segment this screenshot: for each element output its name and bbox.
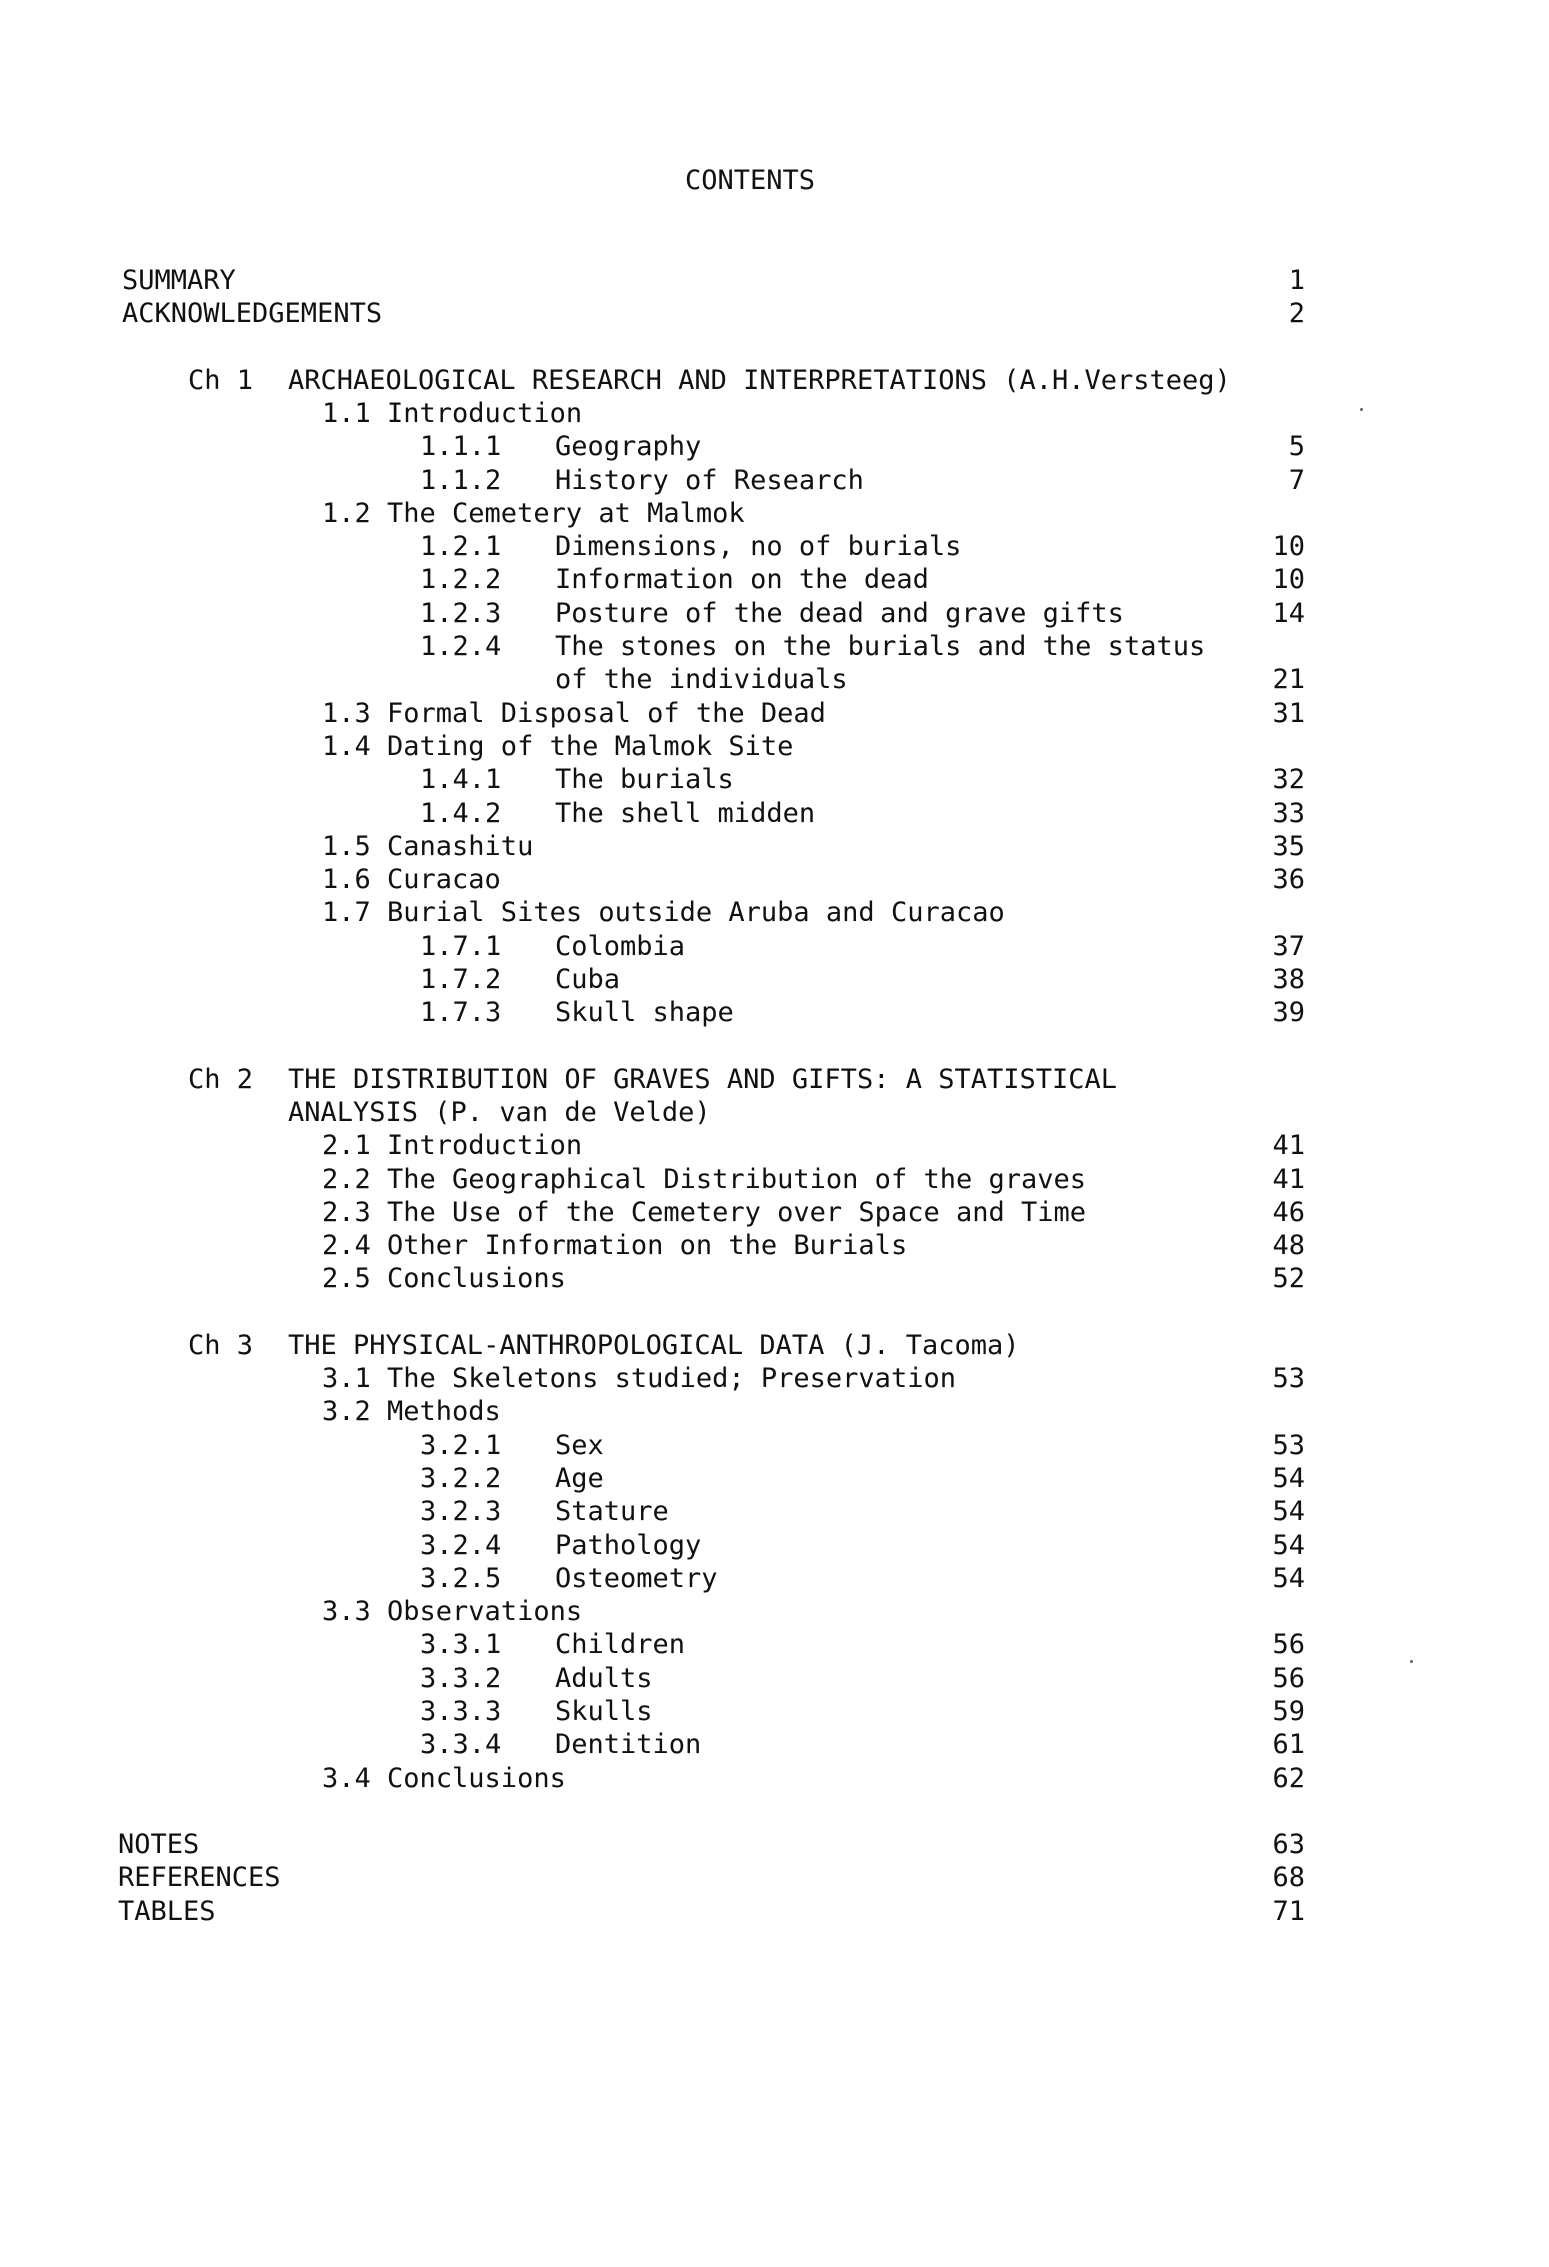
scan-speck [1410,1660,1413,1663]
subsection-title: Age [555,1462,604,1494]
page-number: 53 [1272,1429,1305,1461]
subsection-title: Pathology [555,1529,702,1561]
subsection-title: Sex [555,1429,604,1461]
subsection-entry [0,1495,1549,1528]
subsection-number: 3.3.4 [420,1729,502,1761]
subsection-entry [0,963,1549,996]
page-number: 56 [1272,1629,1305,1661]
section-title: 1.2 The Cemetery at Malmok [322,497,745,529]
subsection-entry [0,996,1549,1029]
subsection-title: Skulls [555,1696,653,1727]
subsection-title: The shell midden [555,797,816,829]
page-number: 35 [1272,830,1305,862]
section-entry [0,1196,1549,1229]
section-entry [0,896,1549,929]
subsection-number: 1.1.1 [420,431,502,463]
subsection-title: Stature [555,1496,669,1528]
chapter-number: Ch 3 [188,1329,254,1361]
subsection-title: Dimensions, no of burials [555,531,962,563]
subsection-number: 3.3.2 [420,1662,502,1694]
page-number: 54 [1272,1496,1305,1528]
subsection-title: Dentition [555,1729,702,1761]
section-entry [0,1595,1549,1628]
entry-label: ACKNOWLEDGEMENTS [122,298,383,330]
subsection-entry [0,563,1549,596]
page-number: 54 [1272,1529,1305,1561]
subsection-entry [0,1562,1549,1595]
page-number: 52 [1272,1263,1305,1295]
subsection-number: 1.2.2 [420,564,502,596]
page-number: 48 [1272,1230,1305,1262]
back-matter-entry [0,1828,1549,1861]
entry-label: TABLES [118,1895,216,1927]
subsection-title: History of Research [555,464,864,496]
page-number: 14 [1272,597,1305,629]
subsection-number: 1.7.1 [420,930,502,962]
subsection-title: The stones on the burials and the status [555,631,1206,662]
chapter-title: ARCHAEOLOGICAL RESEARCH AND INTERPRETATIONS (A.H.Versteeg) [288,364,1231,396]
subsection-number: 1.4.2 [420,797,502,829]
section-entry [0,863,1549,896]
page-number: 71 [1272,1895,1305,1927]
scan-speck [1360,408,1363,411]
section-entry [0,497,1549,530]
subsection-entry [0,630,1549,663]
chapter-title: THE DISTRIBUTION OF GRAVES AND GIFTS: A STATISTICAL [288,1063,1118,1095]
section-title: 1.7 Burial Sites outside Aruba and Curacao [322,897,1005,929]
section-entry [0,1762,1549,1795]
subsection-number: 3.2.4 [420,1529,502,1561]
subsection-entry [0,797,1549,830]
subsection-title: Posture of the dead and grave gifts [555,597,1124,629]
chapter-heading [0,364,1549,397]
subsection-entry [0,1628,1549,1661]
section-entry [0,697,1549,730]
section-entry [0,1362,1549,1395]
section-title: 3.1 The Skeletons studied; Preservation [322,1363,956,1394]
page-title: CONTENTS [684,165,816,196]
page-number: 62 [1272,1762,1305,1794]
section-entry [0,1229,1549,1262]
section-title: 2.5 Conclusions [322,1263,566,1295]
page-number: 10 [1272,531,1305,563]
section-entry [0,1129,1549,1162]
subsection-number: 1.7.3 [420,997,502,1029]
subsection-entry [0,663,1549,696]
subsection-entry [0,1695,1549,1728]
subsection-title-continued: of the individuals [555,664,848,696]
subsection-entry [0,530,1549,563]
chapter-heading [0,1063,1549,1096]
section-title: 1.4 Dating of the Malmok Site [322,730,794,762]
subsection-number: 3.2.3 [420,1496,502,1528]
page-number: 59 [1272,1696,1305,1727]
section-entry [0,1395,1549,1428]
subsection-entry [0,1728,1549,1761]
subsection-title: Geography [555,431,702,463]
page-number: 38 [1272,964,1305,995]
back-matter-entry [0,1861,1549,1894]
section-title: 2.4 Other Information on the Burials [322,1230,908,1262]
section-title: 3.3 Observations [322,1596,583,1628]
page-number: 10 [1272,564,1305,596]
subsection-title: Osteometry [555,1562,718,1594]
section-title: 2.1 Introduction [322,1130,583,1162]
page-number: 61 [1272,1729,1305,1761]
subsection-entry [0,597,1549,630]
page-number: 7 [1288,464,1305,496]
page-number: 1 [1288,265,1305,296]
page-number: 2 [1288,298,1305,330]
section-title: 1.1 Introduction [322,397,583,429]
page-number: 32 [1272,764,1305,796]
subsection-title: Colombia [555,930,686,962]
subsection-number: 1.4.1 [420,764,502,796]
subsection-number: 1.2.1 [420,531,502,563]
page-number: 37 [1272,930,1305,962]
subsection-entry [0,1662,1549,1695]
section-entry [0,730,1549,763]
section-entry [0,1163,1549,1196]
subsection-entry [0,430,1549,463]
subsection-entry [0,1529,1549,1562]
page-number: 5 [1288,431,1305,463]
section-title: 2.3 The Use of the Cemetery over Space and Time [322,1196,1087,1228]
entry-label: NOTES [118,1828,200,1860]
chapter-title: THE PHYSICAL-ANTHROPOLOGICAL DATA (J. Tacoma) [288,1329,1020,1361]
subsection-entry [0,1429,1549,1462]
subsection-entry [0,763,1549,796]
page-number: 36 [1272,864,1305,896]
subsection-title: Cuba [555,964,621,995]
page-number: 46 [1272,1196,1305,1228]
page-number: 56 [1272,1662,1305,1694]
section-entry [0,397,1549,430]
page-number: 39 [1272,997,1305,1029]
back-matter-entry [0,1895,1549,1928]
chapter-number: Ch 2 [188,1063,254,1095]
subsection-number: 1.7.2 [420,964,502,995]
subsection-title: Adults [555,1662,653,1694]
entry-label: SUMMARY [122,265,236,296]
subsection-title: Children [555,1629,686,1661]
subsection-number: 1.2.3 [420,597,502,629]
subsection-number: 3.3.1 [420,1629,502,1661]
subsection-number: 3.2.2 [420,1462,502,1494]
subsection-number: 3.3.3 [420,1696,502,1727]
section-title: 1.3 Formal Disposal of the Dead [322,697,826,729]
page-number: 53 [1272,1363,1305,1394]
page-number: 31 [1272,697,1305,729]
subsection-number: 1.2.4 [420,631,502,662]
section-title: 1.5 Canashitu [322,830,534,862]
section-entry [0,1262,1549,1295]
page-number: 54 [1272,1562,1305,1594]
subsection-entry [0,464,1549,497]
page-number: 21 [1272,664,1305,696]
front-matter-entry [0,297,1549,330]
subsection-entry [0,930,1549,963]
subsection-number: 1.1.2 [420,464,502,496]
entry-label: REFERENCES [118,1862,281,1894]
chapter-heading [0,1096,1549,1129]
subsection-entry [0,1462,1549,1495]
subsection-number: 3.2.5 [420,1562,502,1594]
subsection-title: Skull shape [555,997,734,1029]
section-title: 3.4 Conclusions [322,1762,566,1794]
page-number: 54 [1272,1462,1305,1494]
section-title: 1.6 Curacao [322,864,501,896]
chapter-title: ANALYSIS (P. van de Velde) [288,1096,711,1128]
section-entry [0,830,1549,863]
subsection-title: The burials [555,764,734,796]
page-number: 33 [1272,797,1305,829]
page-number: 63 [1272,1828,1305,1860]
page-number: 41 [1272,1130,1305,1162]
chapter-number: Ch 1 [188,364,254,396]
page-number: 41 [1272,1163,1305,1195]
front-matter-entry [0,264,1549,297]
section-title: 2.2 The Geographical Distribution of the graves [322,1163,1087,1195]
subsection-number: 3.2.1 [420,1429,502,1461]
page-number: 68 [1272,1862,1305,1894]
chapter-heading [0,1329,1549,1362]
subsection-title: Information on the dead [555,564,929,596]
section-title: 3.2 Methods [322,1396,501,1428]
